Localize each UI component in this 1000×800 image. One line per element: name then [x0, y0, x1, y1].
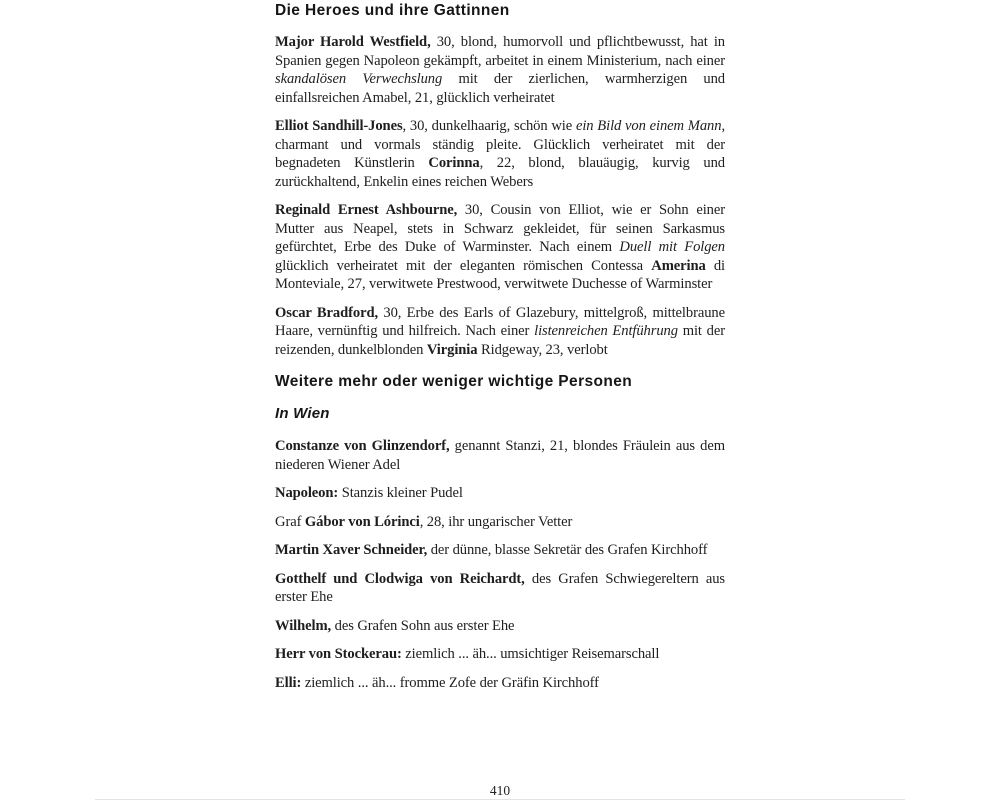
- paragraph: [275, 541, 725, 560]
- bold-run: Herr von Stockerau:: [275, 646, 402, 662]
- paragraph: [275, 513, 725, 532]
- bold-run: Martin Xaver Schneider,: [275, 542, 428, 558]
- text-run: di Monteviale, 27, verwitwete Prestwood, verwitwete Duchesse of Warminster: [275, 257, 726, 292]
- text-run: der dünne, blasse Sekretär des Grafen Kirchhoff: [427, 542, 708, 558]
- bold-run: Gábor von Lórinci: [304, 513, 420, 530]
- bold-run: Constanze von Glinzendorf,: [275, 438, 450, 454]
- text-run: , 30, dunkelhaarig, schön wie: [402, 118, 576, 134]
- bold-run: Oscar Bradford,: [275, 304, 379, 321]
- subheading-in-wien: In Wien: [275, 405, 330, 422]
- italic-run: skandalösen Verwechslung: [275, 71, 443, 87]
- text-run: , 22, blond, blauäugig, kurvig und zurückhaltend, Enkelin eines reichen Webers: [275, 155, 725, 190]
- section-heading-heroes: Die Heroes und ihre Gattinnen: [275, 2, 510, 19]
- paragraph: [275, 484, 725, 503]
- text-run: , charmant und vormals ständig pleite. Glücklich verheiratet mit der begnadeten Künstlerin: [275, 118, 725, 171]
- bold-run: Reginald Ernest Ashbourne,: [275, 202, 458, 218]
- text-run: glücklich verheiratet mit der eleganten römischen Contessa: [275, 257, 652, 274]
- paragraph: [275, 117, 725, 191]
- bold-run: Elliot Sandhill-Jones: [275, 118, 403, 134]
- text-run: ziemlich ... äh... fromme Zofe der Gräfin Kirchhoff: [301, 674, 599, 691]
- section-heroes: [275, 1, 725, 359]
- text-run: des Grafen Schwiegereltern aus erster Ehe: [275, 570, 725, 605]
- italic-run: listenreichen Entführung: [534, 323, 678, 339]
- text-run: , 28, ihr ungarischer Vetter: [419, 513, 573, 530]
- text-run: ziemlich ... äh... umsichtiger Reisemarschall: [401, 646, 660, 662]
- text-run: des Grafen Sohn aus erster Ehe: [331, 617, 515, 634]
- character-list-heroes: [275, 33, 725, 359]
- italic-run: ein Bild von einem Mann: [575, 118, 722, 134]
- text-run: 30, Erbe des Earls of Glazebury, mittelgroß, mittelbraune Haare, vernünftig und hilfreich. Nach einer: [275, 304, 725, 339]
- text-run: genannt Stanzi, 21, blondes Fräulein aus dem niederen Wiener Adel: [275, 438, 725, 473]
- text-run: 30, blond, humorvoll und pflichtbewusst, hat in Spanien gegen Napoleon gekämpft, arbeitet in einem Ministerium, nach einer: [275, 34, 725, 69]
- italic-run: Duell mit Folgen: [619, 239, 725, 255]
- bold-run: Corinna: [428, 155, 480, 171]
- text-column: [275, 1, 725, 692]
- section-heading-weitere: Weitere mehr oder weniger wichtige Personen: [275, 373, 633, 390]
- bold-run: Major Harold Westfield,: [275, 34, 431, 50]
- text-run: Ridgeway, 23, verlobt: [477, 341, 608, 358]
- text-run: mit der reizenden, dunkelblonden: [275, 323, 725, 358]
- character-list-wien: [275, 437, 725, 692]
- paragraph: [275, 304, 725, 360]
- bold-run: Virginia: [426, 341, 478, 358]
- text-run: Stanzis kleiner Pudel: [338, 485, 463, 501]
- paragraph: [275, 201, 725, 294]
- page-number: 410: [489, 783, 511, 798]
- section-weitere-personen: [275, 372, 725, 692]
- bold-run: Amerina: [651, 257, 706, 274]
- bold-run: Elli:: [275, 674, 302, 691]
- paragraph: [275, 570, 725, 607]
- paragraph: [275, 645, 725, 664]
- paragraph: [275, 33, 725, 107]
- text-run: Graf: [275, 513, 305, 530]
- paragraph: [275, 674, 725, 693]
- bold-run: Gotthelf und Clodwiga von Reichardt,: [275, 570, 525, 587]
- text-run: 30, Cousin von Elliot, wie er Sohn einer Mutter aus Neapel, stets in Schwarz gekleidet, für seinen Sarkasmus gefürchtet, Erbe des Duke of Warminster. Nach einem: [275, 202, 725, 255]
- paragraph: [275, 617, 725, 636]
- bold-run: Wilhelm,: [275, 617, 332, 634]
- paragraph: [275, 437, 725, 474]
- text-run: mit der zierlichen, warmherzigen und einfallsreichen Amabel, 21, glücklich verheiratet: [275, 71, 726, 106]
- bold-run: Napoleon:: [275, 485, 339, 501]
